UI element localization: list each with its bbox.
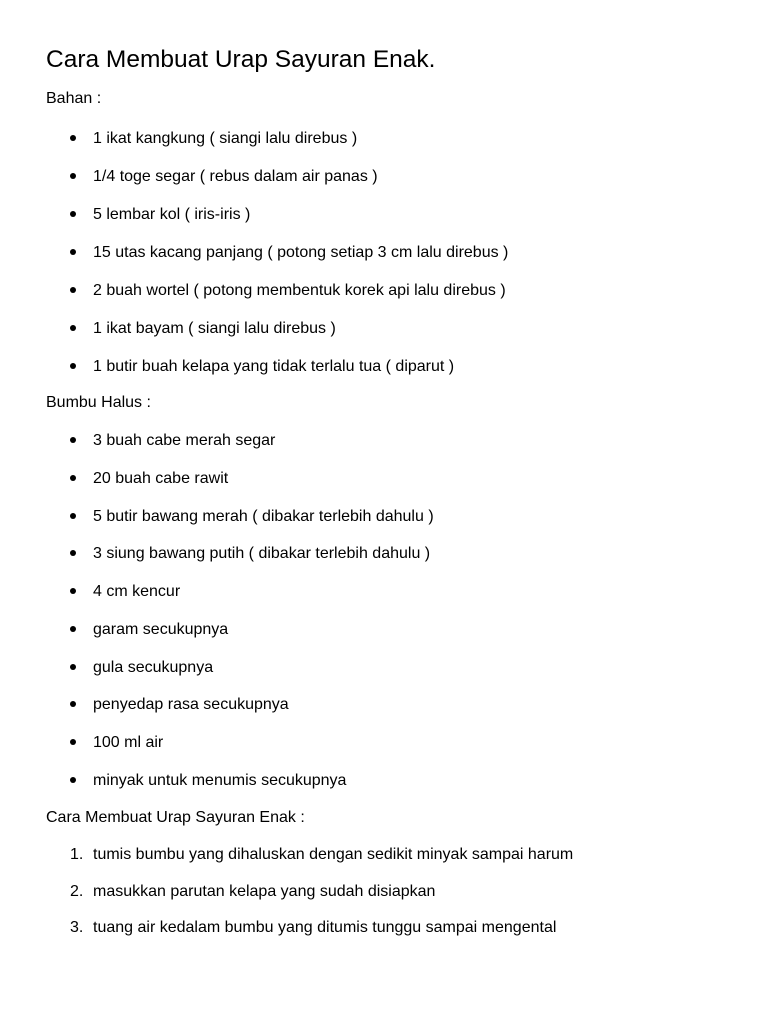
list-item-text: 5 lembar kol ( iris-iris )	[93, 206, 251, 223]
list-item-text: 1 ikat bayam ( siangi lalu direbus )	[93, 320, 336, 337]
list-item-text: minyak untuk menumis secukupnya	[93, 772, 347, 789]
list-item-text: 5 butir bawang merah ( dibakar terlebih dahulu )	[93, 508, 434, 525]
list-item	[93, 281, 506, 301]
list-item-text: 3 buah cabe merah segar	[93, 432, 276, 449]
list-item-text: gula secukupnya	[93, 659, 214, 676]
bullet-icon	[70, 287, 76, 293]
step-item	[70, 918, 557, 938]
bullet-icon	[70, 325, 76, 331]
step-number: 2.	[70, 883, 84, 900]
list-item-text: 15 utas kacang panjang ( potong setiap 3 cm lalu direbus )	[93, 244, 509, 261]
list-item	[93, 658, 213, 678]
bullet-icon	[70, 513, 76, 519]
list-item	[93, 243, 508, 263]
list-item	[93, 544, 430, 564]
bullet-icon	[70, 363, 76, 369]
list-item-text: 1/4 toge segar ( rebus dalam air panas )	[93, 168, 378, 185]
bahan-heading: Bahan :	[46, 90, 102, 107]
list-item	[93, 431, 275, 451]
list-item-text: penyedap rasa secukupnya	[93, 696, 289, 713]
list-item-text: 1 butir buah kelapa yang tidak terlalu tua ( diparut )	[93, 358, 455, 375]
bullet-icon	[70, 173, 76, 179]
bullet-icon	[70, 135, 76, 141]
cara-heading: Cara Membuat Urap Sayuran Enak :	[46, 809, 305, 826]
bullet-icon	[70, 475, 76, 481]
page-title: Cara Membuat Urap Sayuran Enak.	[46, 46, 436, 73]
bullet-icon	[70, 550, 76, 556]
list-item-text: garam secukupnya	[93, 621, 229, 638]
list-item	[93, 205, 250, 225]
step-text: tuang air kedalam bumbu yang ditumis tunggu sampai mengental	[93, 919, 557, 936]
list-item-text: 20 buah cabe rawit	[93, 470, 229, 487]
list-item	[93, 507, 434, 527]
step-number: 1.	[70, 846, 84, 863]
bullet-icon	[70, 626, 76, 632]
list-item-text: 2 buah wortel ( potong membentuk korek api lalu direbus )	[93, 282, 506, 299]
list-item	[93, 357, 454, 377]
bullet-icon	[70, 588, 76, 594]
bullet-icon	[70, 437, 76, 443]
bullet-icon	[70, 664, 76, 670]
list-item-text: 1 ikat kangkung ( siangi lalu direbus )	[93, 130, 358, 147]
list-item	[93, 771, 346, 791]
bullet-icon	[70, 249, 76, 255]
bullet-icon	[70, 701, 76, 707]
list-item	[93, 129, 357, 149]
list-item	[93, 469, 228, 489]
list-item-text: 3 siung bawang putih ( dibakar terlebih dahulu )	[93, 545, 431, 562]
list-item	[93, 319, 336, 339]
step-text: tumis bumbu yang dihaluskan dengan sedikit minyak sampai harum	[93, 846, 574, 863]
list-item	[93, 582, 180, 602]
step-item	[70, 882, 436, 902]
list-item-text: 4 cm kencur	[93, 583, 181, 600]
list-item	[93, 733, 163, 753]
list-item	[93, 167, 378, 187]
list-item-text: 100 ml air	[93, 734, 164, 751]
step-text: masukkan parutan kelapa yang sudah disiapkan	[93, 883, 436, 900]
list-item	[93, 620, 228, 640]
step-number: 3.	[70, 919, 84, 936]
bullet-icon	[70, 739, 76, 745]
step-item	[70, 845, 574, 865]
list-item	[93, 695, 289, 715]
bumbu-heading: Bumbu Halus :	[46, 394, 151, 411]
bullet-icon	[70, 211, 76, 217]
bullet-icon	[70, 777, 76, 783]
